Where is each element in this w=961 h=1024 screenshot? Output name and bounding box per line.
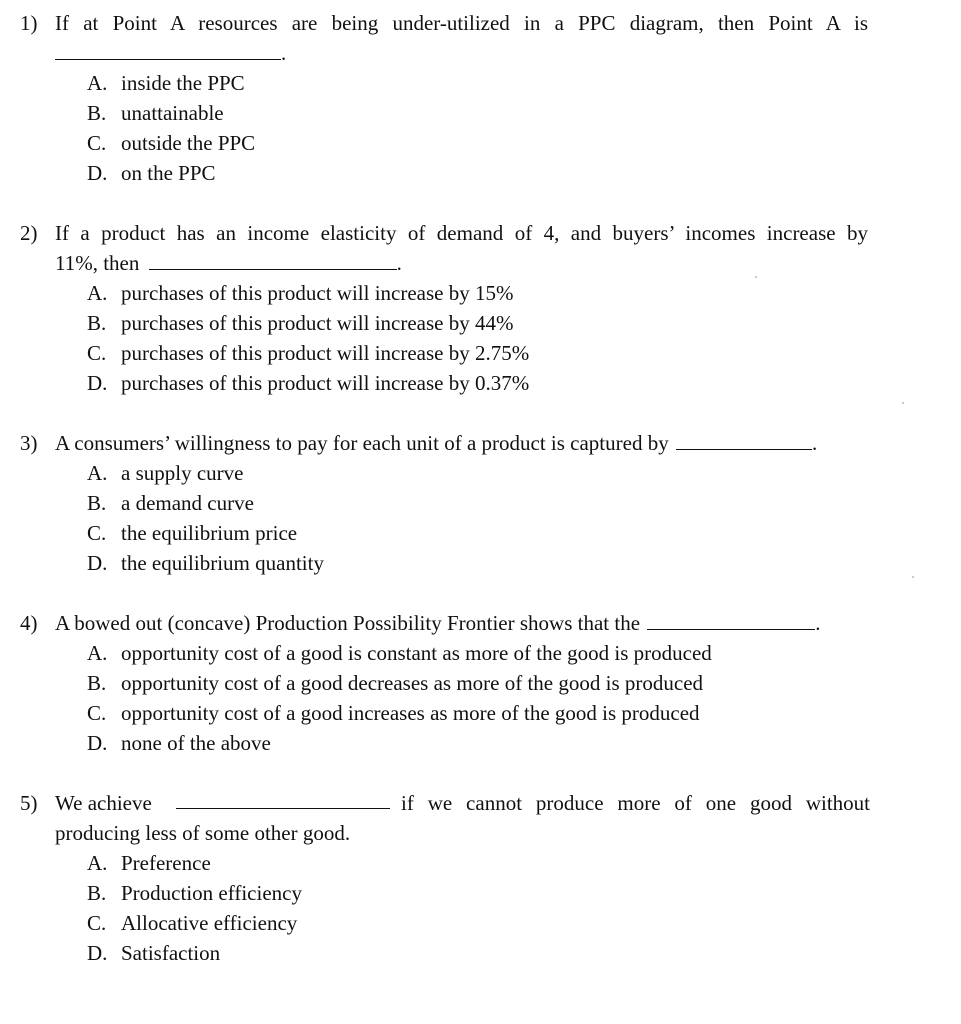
option-text: the equilibrium price (121, 521, 298, 545)
option-b[interactable] (87, 488, 254, 518)
option-letter: A. (87, 641, 108, 665)
option-letter: B. (87, 311, 107, 335)
option-letter: D. (87, 731, 108, 755)
option-text: purchases of this product will increase by 2.75% (121, 341, 530, 365)
question-number: 4) (20, 611, 38, 635)
option-text: opportunity cost of a good increases as more of the good is produced (121, 701, 700, 725)
scan-speck (755, 276, 757, 278)
option-c[interactable] (87, 518, 297, 548)
option-letter: C. (87, 521, 107, 545)
option-b[interactable] (87, 878, 302, 908)
question-stem-line (55, 608, 821, 638)
option-d[interactable] (87, 548, 324, 578)
option-d[interactable] (87, 368, 529, 398)
blank-period: . (815, 611, 821, 635)
option-letter: D. (87, 371, 108, 395)
option-a[interactable] (87, 638, 712, 668)
blank-period: . (396, 251, 402, 275)
option-letter: B. (87, 671, 107, 695)
question-stem: If a product has an income elasticity of demand of 4, and buyers’ incomes increase by (55, 221, 868, 245)
option-d[interactable] (87, 938, 220, 968)
question-stem: If at Point A resources are being under-utilized in a PPC diagram, then Point A is (55, 11, 868, 35)
option-letter: A. (87, 71, 108, 95)
option-letter: B. (87, 881, 107, 905)
question-stem: A consumers’ willingness to pay for each unit of a product is captured by (55, 431, 669, 455)
option-c[interactable] (87, 338, 529, 368)
option-d[interactable] (87, 158, 216, 188)
option-c[interactable] (87, 698, 700, 728)
option-letter: D. (87, 941, 108, 965)
answer-blank[interactable] (176, 788, 390, 809)
option-text: purchases of this product will increase by 15% (121, 281, 514, 305)
question-number: 3) (20, 431, 38, 455)
option-text: Preference (121, 851, 211, 875)
option-a[interactable] (87, 458, 243, 488)
question-stem-part-2: if we cannot produce more of one good without (401, 791, 870, 815)
option-c[interactable] (87, 908, 297, 938)
question-stem-continued: 11%, then (55, 251, 140, 275)
option-text: Production efficiency (121, 881, 302, 905)
answer-blank[interactable] (149, 249, 397, 270)
question-stem-line (55, 428, 817, 458)
option-letter: D. (87, 161, 108, 185)
question-number: 2) (20, 221, 38, 245)
question-number: 5) (20, 791, 38, 815)
option-text: a demand curve (121, 491, 254, 515)
option-text: the equilibrium quantity (121, 551, 324, 575)
option-letter: D. (87, 551, 108, 575)
option-a[interactable] (87, 68, 245, 98)
option-letter: C. (87, 341, 107, 365)
answer-blank[interactable] (676, 429, 812, 450)
option-b[interactable] (87, 668, 703, 698)
option-c[interactable] (87, 128, 255, 158)
option-letter: C. (87, 131, 107, 155)
option-a[interactable] (87, 848, 211, 878)
option-text: opportunity cost of a good decreases as more of the good is produced (121, 671, 704, 695)
option-text: Satisfaction (121, 941, 221, 965)
question-stem-continued: producing less of some other good. (55, 821, 351, 845)
answer-blank-line (55, 38, 286, 68)
option-a[interactable] (87, 278, 513, 308)
option-text: purchases of this product will increase by 44% (121, 311, 514, 335)
option-text: inside the PPC (121, 71, 245, 95)
answer-blank[interactable] (647, 609, 815, 630)
option-letter: A. (87, 281, 108, 305)
option-letter: B. (87, 101, 107, 125)
question-stem-line-2 (55, 248, 402, 278)
blank-period: . (281, 41, 287, 65)
option-letter: A. (87, 461, 108, 485)
scan-speck (912, 576, 914, 578)
option-text: none of the above (121, 731, 271, 755)
option-text: opportunity cost of a good is constant as more of the good is produced (121, 641, 712, 665)
option-letter: A. (87, 851, 108, 875)
option-text: unattainable (121, 101, 224, 125)
option-letter: C. (87, 911, 107, 935)
question-stem-part-1: We achieve (55, 791, 152, 815)
option-text: on the PPC (121, 161, 216, 185)
option-text: a supply curve (121, 461, 244, 485)
option-letter: C. (87, 701, 107, 725)
option-letter: B. (87, 491, 107, 515)
question-number: 1) (20, 11, 38, 35)
option-b[interactable] (87, 308, 513, 338)
blank-period: . (811, 431, 818, 455)
answer-blank[interactable] (55, 39, 281, 60)
option-d[interactable] (87, 728, 271, 758)
option-b[interactable] (87, 98, 224, 128)
option-text: outside the PPC (121, 131, 256, 155)
option-text: purchases of this product will increase by 0.37% (121, 371, 530, 395)
scan-speck (902, 402, 904, 404)
question-stem: A bowed out (concave) Production Possibility Frontier shows that the (55, 611, 641, 635)
option-text: Allocative efficiency (121, 911, 298, 935)
